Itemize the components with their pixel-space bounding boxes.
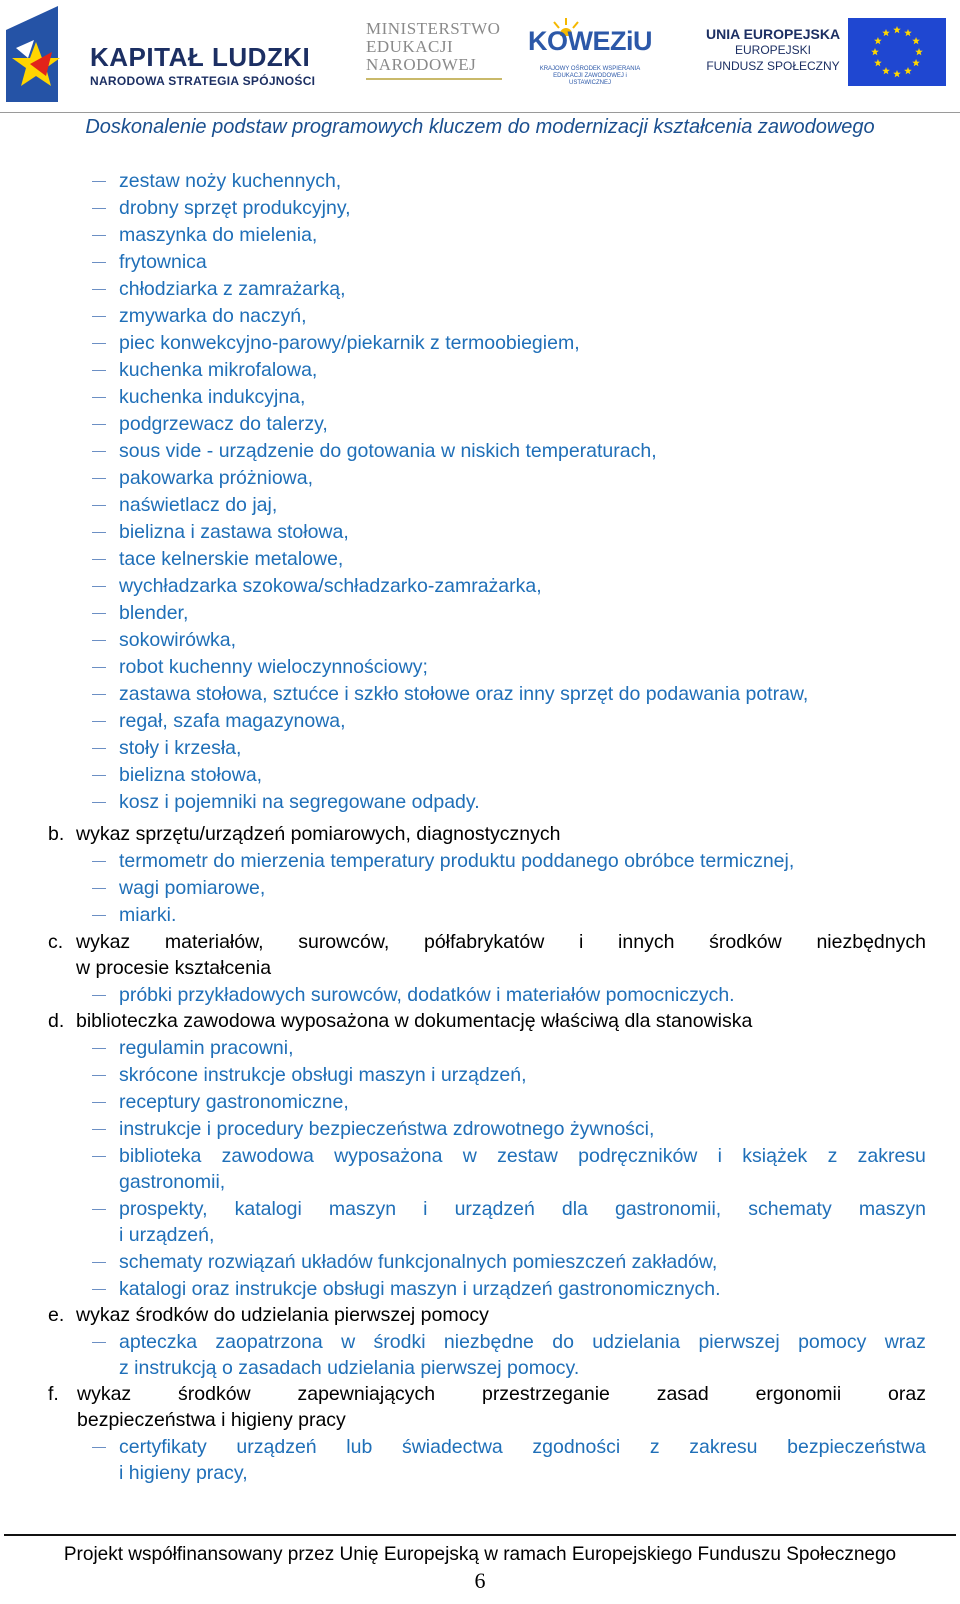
word: maszyn <box>858 1198 926 1220</box>
ministerstwo-rule <box>366 78 502 80</box>
word: schematy <box>748 1198 832 1220</box>
section-d-item: instrukcje i procedury bezpieczeństwa zdrowotnego żywności, <box>119 1118 655 1140</box>
list-item: tace kelnerskie metalowe, <box>119 548 344 570</box>
kapital-ludzki-subtitle: NARODOWA STRATEGIA SPÓJNOŚCI <box>90 74 316 88</box>
list-dash <box>92 802 106 803</box>
list-item: bielizna stołowa, <box>119 764 263 786</box>
word: i <box>423 1198 428 1220</box>
eu-star-icon <box>882 29 890 36</box>
word: zestaw <box>497 1145 558 1167</box>
word: niezbędnych <box>816 931 926 953</box>
word: certyfikaty <box>119 1436 207 1458</box>
section-c-letter: c. <box>48 931 64 953</box>
word: dla <box>561 1198 588 1220</box>
eu-star-icon <box>912 59 920 66</box>
kowezu-logo <box>524 16 664 86</box>
list-dash <box>92 532 106 533</box>
list-dash <box>92 1447 106 1448</box>
word: materiałów, <box>164 931 264 953</box>
ministerstwo-line3: NARODOWEJ <box>366 55 477 74</box>
word: apteczka <box>119 1331 198 1353</box>
word: surowców, <box>298 931 390 953</box>
list-dash <box>92 640 106 641</box>
list-item: sous vide - urządzenie do gotowania w niskich temperaturach, <box>119 440 657 462</box>
footer-text: Projekt współfinansowany przez Unię Europejską w ramach Europejskiego Funduszu Społecznego <box>63 1544 897 1565</box>
eu-flag-icon <box>848 18 946 86</box>
section-d-item-continuation: gastronomii, <box>119 1171 226 1193</box>
word: zakresu <box>689 1436 758 1458</box>
word: środków <box>178 1383 251 1405</box>
list-dash <box>92 1075 106 1076</box>
word: zaopatrzona <box>215 1331 323 1353</box>
section-d-item: receptury gastronomiczne, <box>119 1091 349 1113</box>
word: przestrzeganie <box>481 1383 610 1405</box>
word: w <box>341 1331 356 1353</box>
unia-line1: UNIA EUROPEJSKA <box>706 26 841 42</box>
word: zakresu <box>857 1145 926 1167</box>
section-c-title-line1 <box>76 929 926 956</box>
section-b-item: termometr do mierzenia temperatury produktu poddanego obróbce termicznej, <box>119 850 795 872</box>
section-c-item: próbki przykładowych surowców, dodatków i materiałów pomocniczych. <box>119 984 735 1006</box>
word: wykaz <box>76 931 131 953</box>
word: innych <box>618 931 675 953</box>
word: gastronomii, <box>614 1198 722 1220</box>
word: pierwszej <box>698 1331 780 1353</box>
word: bezpieczeństwa <box>787 1436 926 1458</box>
list-dash <box>92 1342 106 1343</box>
list-dash <box>92 424 106 425</box>
ministerstwo-logo <box>366 20 506 80</box>
section-d-item-continuation: i urządzeń, <box>119 1224 215 1246</box>
list-item: sokowirówka, <box>119 629 237 651</box>
list-dash <box>92 289 106 290</box>
list-dash <box>92 721 106 722</box>
word: oraz <box>888 1383 926 1405</box>
word: świadectwa <box>401 1436 503 1458</box>
list-dash <box>92 1209 106 1210</box>
word: lub <box>346 1436 373 1458</box>
list-item: zestaw noży kuchennych, <box>119 170 342 192</box>
list-item: wychładzarka szokowa/schładzarko-zamrażarka, <box>119 575 542 597</box>
list-dash <box>92 235 106 236</box>
list-dash <box>92 451 106 452</box>
section-d-item: skrócone instrukcje obsługi maszyn i urządzeń, <box>119 1064 527 1086</box>
word: urządzeń <box>454 1198 535 1220</box>
list-dash <box>92 861 106 862</box>
list-item: kosz i pojemniki na segregowane odpady. <box>119 791 480 813</box>
word: środków <box>709 931 782 953</box>
list-dash <box>92 559 106 560</box>
section-f-title-line1 <box>77 1381 926 1408</box>
section-b-title: wykaz sprzętu/urządzeń pomiarowych, diagnostycznych <box>76 823 561 845</box>
section-e-title: wykaz środków do udzielania pierwszej pomocy <box>76 1304 489 1326</box>
section-b-item: miarki. <box>119 904 177 926</box>
eu-star-icon <box>874 59 882 66</box>
list-dash <box>92 667 106 668</box>
unia-line3: FUNDUSZ SPOŁECZNY <box>706 59 840 73</box>
section-f-item-multiline <box>119 1434 926 1461</box>
list-item: blender, <box>119 602 189 624</box>
eu-stars-icon <box>848 18 946 86</box>
word: katalogi <box>234 1198 302 1220</box>
word: wraz <box>884 1331 926 1353</box>
word: środki <box>373 1331 426 1353</box>
section-f-item-continuation: i higieny pracy, <box>119 1462 248 1484</box>
unia-line2: EUROPEJSKI <box>734 43 812 57</box>
word: wykaz <box>77 1383 132 1405</box>
section-e-item-multiline <box>119 1329 926 1356</box>
list-dash <box>92 748 106 749</box>
list-item: frytownica <box>119 251 207 273</box>
kapital-ludzki-title: KAPITAŁ LUDZKI <box>90 42 311 72</box>
section-d-item: schematy rozwiązań układów funkcjonalnych pomieszczeń zakładów, <box>119 1251 718 1273</box>
word: pomocy <box>798 1331 867 1353</box>
page-number: 6 <box>474 1568 486 1593</box>
page-header-title: Doskonalenie podstaw programowych kluczem do modernizacji kształcenia zawodowego <box>85 116 875 138</box>
word: zasad <box>656 1383 709 1405</box>
list-dash <box>92 370 106 371</box>
list-dash <box>92 343 106 344</box>
section-c-title-line2: w procesie kształcenia <box>76 957 272 979</box>
section-b-letter: b. <box>48 823 65 845</box>
eu-star-icon <box>912 37 920 44</box>
kapital-ludzki-star-icon <box>6 6 86 102</box>
list-dash <box>92 1129 106 1130</box>
list-dash <box>92 262 106 263</box>
section-b-item: wagi pomiarowe, <box>119 877 266 899</box>
list-dash <box>92 1156 106 1157</box>
list-item: pakowarka próżniowa, <box>119 467 314 489</box>
word: podręczników <box>578 1145 698 1167</box>
word: zawodowa <box>221 1145 314 1167</box>
ministerstwo-line1: MINISTERSTWO <box>366 19 501 38</box>
word: prospekty, <box>119 1198 208 1220</box>
list-item: naświetlacz do jaj, <box>119 494 278 516</box>
eu-star-icon <box>904 67 912 74</box>
eu-star-icon <box>904 29 912 36</box>
list-dash <box>92 397 106 398</box>
ministerstwo-line2: EDUKACJI <box>366 37 454 56</box>
eu-star-icon <box>915 48 923 55</box>
logo-bar <box>0 0 960 112</box>
list-item: kuchenka mikrofalowa, <box>119 359 318 381</box>
list-dash <box>92 316 106 317</box>
list-dash <box>92 995 106 996</box>
list-dash <box>92 208 106 209</box>
list-item: robot kuchenny wieloczynnościowy; <box>119 656 428 678</box>
list-dash <box>92 586 106 587</box>
list-dash <box>92 1262 106 1263</box>
list-item: stoły i krzesła, <box>119 737 242 759</box>
section-f-letter: f. <box>48 1383 59 1405</box>
list-item: piec konwekcyjno-parowy/piekarnik z termoobiegiem, <box>119 332 580 354</box>
section-e-item-continuation: z instrukcją o zasadach udzielania pierwszej pomocy. <box>119 1357 580 1379</box>
word: niezbędne <box>443 1331 534 1353</box>
list-item: chłodziarka z zamrażarką, <box>119 278 346 300</box>
list-dash <box>92 1289 106 1290</box>
word: z <box>827 1145 838 1167</box>
word: i <box>579 931 584 953</box>
list-dash <box>92 888 106 889</box>
list-item: kuchenka indukcyjna, <box>119 386 306 408</box>
list-dash <box>92 478 106 479</box>
list-dash <box>92 775 106 776</box>
eu-star-icon <box>882 67 890 74</box>
word: do <box>552 1331 574 1353</box>
word: i <box>717 1145 722 1167</box>
section-d-letter: d. <box>48 1010 65 1032</box>
word: zapewniających <box>297 1383 436 1405</box>
list-dash <box>92 505 106 506</box>
section-e-letter: e. <box>48 1304 65 1326</box>
section-d-item-multiline <box>119 1196 926 1223</box>
word: wyposażona <box>334 1145 443 1167</box>
list-item: regał, szafa magazynowa, <box>119 710 346 732</box>
list-dash <box>92 1102 106 1103</box>
unia-text <box>706 26 840 74</box>
list-dash <box>92 613 106 614</box>
kowezu-name: KOWEZiU <box>528 26 652 56</box>
header-divider <box>0 112 960 113</box>
list-dash <box>92 181 106 182</box>
eu-star-icon <box>893 70 901 77</box>
word: maszyn <box>328 1198 397 1220</box>
list-item: drobny sprzęt produkcyjny, <box>119 197 351 219</box>
list-item: bielizna i zastawa stołowa, <box>119 521 349 543</box>
list-item: maszynka do mielenia, <box>119 224 318 246</box>
eu-star-icon <box>874 37 882 44</box>
section-f-title-line2: bezpieczeństwa i higieny pracy <box>77 1409 346 1431</box>
list-dash <box>92 915 106 916</box>
list-item: zmywarka do naczyń, <box>119 305 307 327</box>
eu-star-icon <box>893 26 901 33</box>
word: zgodności <box>532 1436 621 1458</box>
list-item: podgrzewacz do talerzy, <box>119 413 328 435</box>
eu-star-icon <box>871 48 879 55</box>
word: książek <box>742 1145 808 1167</box>
word: półfabrykatów <box>423 931 545 953</box>
section-d-item: katalogi oraz instrukcje obsługi maszyn i urządzeń gastronomicznych. <box>119 1278 721 1300</box>
kapital-ludzki-logo <box>6 6 316 102</box>
word: ergonomii <box>755 1383 842 1405</box>
word: urządzeń <box>236 1436 317 1458</box>
kowezu-subtitle: KRAJOWY OŚRODEK WSPIERANIA EDUKACJI ZAWODOWEJ i USTAWICZNEJ <box>539 66 641 86</box>
section-d-title: biblioteczka zawodowa wyposażona w dokumentację właściwą dla stanowiska <box>76 1010 753 1032</box>
section-d-item: regulamin pracowni, <box>119 1037 294 1059</box>
word: w <box>462 1145 477 1167</box>
list-item: zastawa stołowa, sztućce i szkło stołowe oraz inny sprzęt do podawania potraw, <box>119 683 809 705</box>
footer-divider <box>4 1534 956 1536</box>
word: udzielania <box>592 1331 681 1353</box>
word: biblioteka <box>119 1145 202 1167</box>
list-dash <box>92 1048 106 1049</box>
word: z <box>649 1436 660 1458</box>
unia-europejska-logo <box>706 18 952 90</box>
section-d-item-multiline <box>119 1143 926 1170</box>
list-dash <box>92 694 106 695</box>
